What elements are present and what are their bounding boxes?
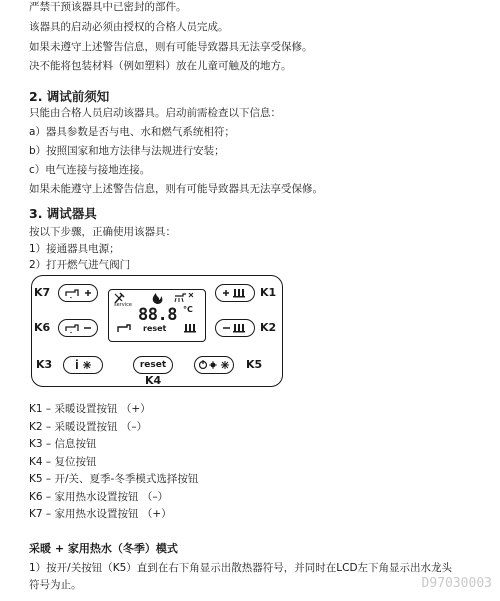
- info-button: [63, 356, 103, 374]
- dhw-minus-button: [58, 319, 98, 337]
- lcd-temperature: 88.8: [138, 305, 177, 325]
- key-list-item: K2 – 采暖设置按钮 （–）: [29, 421, 148, 433]
- lcd-service-label: service: [114, 302, 132, 308]
- on-off-mode-button: [194, 356, 234, 374]
- power-sun-snow-icon: [198, 359, 230, 371]
- mode-line: 1）按开/关按钮（K5）直到在右下角显示出散热器符号，并同时在LCD左下角显示出水龙头: [29, 562, 453, 574]
- k5-label: K5: [246, 358, 263, 371]
- dhw-plus-button: [58, 284, 98, 302]
- key-list-item: K7 – 家用热水设置按钮 （+）: [29, 508, 172, 520]
- section-2-line: b）按照国家和地方法律与法规进行安装；: [29, 145, 225, 157]
- section-2-line: 只能由合格人员启动该器具。启动前需检查以下信息：: [29, 107, 281, 119]
- k6-label: K6: [34, 321, 51, 334]
- key-list-item: K4 – 复位按钮: [29, 456, 97, 468]
- key-list-item: K5 – 开/关、夏季-冬季模式选择按钮: [29, 473, 199, 485]
- mode-line: 符号为止。: [29, 579, 82, 591]
- section-2-title: 2. 调试前须知: [29, 89, 110, 104]
- flame-icon: [153, 293, 163, 304]
- section-3-line: 按以下步骤，正确使用该器具：: [29, 226, 176, 238]
- heating-plus-button: [215, 284, 255, 302]
- lcd-tap-icon: [116, 322, 134, 334]
- reset-button: reset: [133, 356, 173, 374]
- lcd-unit: °C: [183, 305, 193, 314]
- section-3-title: 3. 调试器具: [29, 206, 97, 221]
- key-list-item: K6 – 家用热水设置按钮 （–）: [29, 491, 169, 503]
- watermark: D97030003: [421, 576, 492, 591]
- section-2-line: 如果未能遵守上述警告信息，则有可能导致器具无法享受保修。: [29, 183, 323, 195]
- radiator-plus-icon: [220, 287, 250, 299]
- tap-minus-icon: [63, 322, 93, 334]
- section-2-line: c）电气连接与接地连接。: [29, 164, 151, 176]
- key-list-item: K1 – 采暖设置按钮 （+）: [29, 403, 151, 415]
- k1-label: K1: [260, 286, 277, 299]
- key-list-item: K3 – 信息按钮: [29, 438, 97, 450]
- intro-line: 如果未遵守上述警告信息，则有可能导致器具无法享受保修。: [29, 41, 313, 53]
- section-3-line: 1）接通器具电源；: [29, 243, 120, 255]
- shower-icon: [175, 293, 193, 302]
- lcd-radiator-icon: [184, 323, 200, 334]
- section-2-line: a）器具参数是否与电、水和燃气系统相符；: [29, 126, 235, 138]
- radiator-minus-icon: [220, 322, 250, 334]
- tap-plus-icon: [63, 287, 93, 299]
- k3-label: K3: [36, 358, 53, 371]
- info-icon: [71, 359, 95, 371]
- lcd-reset-label: reset: [143, 324, 167, 333]
- intro-line: 决不能将包装材料（例如塑料）放在儿童可触及的地方。: [29, 60, 292, 72]
- section-3-line: 2）打开燃气进气阀门: [29, 259, 131, 271]
- intro-line: 该器具的启动必须由授权的合格人员完成。: [29, 21, 229, 33]
- mode-title: 采暖 + 家用热水（冬季）模式: [29, 542, 178, 555]
- heating-minus-button: [215, 319, 255, 337]
- k7-label: K7: [34, 286, 51, 299]
- intro-line: 严禁干预该器具中已密封的部件。: [29, 1, 187, 13]
- k4-label: K4: [145, 374, 162, 387]
- k2-label: K2: [260, 321, 277, 334]
